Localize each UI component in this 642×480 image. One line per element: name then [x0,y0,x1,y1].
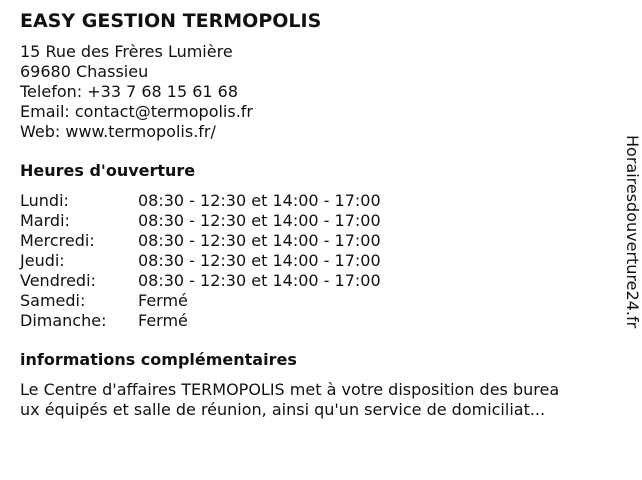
hours-row-samedi [20,291,610,311]
day-label: Dimanche: [20,311,107,330]
address-street: 15 Rue des Frères Lumière [20,42,233,61]
info-line-1: Le Centre d'affaires TERMOPOLIS met à votre disposition des burea [20,380,560,399]
info-line-2: ux équipés et salle de réunion, ainsi qu'un service de domiciliat... [20,400,546,419]
day-hours: 08:30 - 12:30 et 14:00 - 17:00 [138,271,381,290]
email-line: Email: contact@termopolis.fr [20,102,253,121]
hours-heading: Heures d'ouverture [20,161,196,180]
hours-row-vendredi [20,271,610,291]
website-line: Web: www.termopolis.fr/ [20,122,216,141]
company-name: EASY GESTION TERMOPOLIS [20,10,322,32]
side-watermark-text: Horairesdouverture24.fr [623,135,642,329]
day-hours: Fermé [138,311,188,330]
phone-line: Telefon: +33 7 68 15 61 68 [20,82,239,101]
address-city: 69680 Chassieu [20,62,149,81]
day-hours: 08:30 - 12:30 et 14:00 - 17:00 [138,211,381,230]
hours-row-mercredi [20,231,610,251]
day-hours: 08:30 - 12:30 et 14:00 - 17:00 [138,231,381,250]
day-label: Lundi: [20,191,69,210]
day-label: Vendredi: [20,271,96,290]
day-label: Jeudi: [20,251,65,270]
hours-row-jeudi [20,251,610,271]
hours-table [20,191,610,331]
day-hours: 08:30 - 12:30 et 14:00 - 17:00 [138,191,381,210]
business-card [20,8,610,420]
day-label: Mercredi: [20,231,95,250]
day-hours: 08:30 - 12:30 et 14:00 - 17:00 [138,251,381,270]
day-hours: Fermé [138,291,188,310]
hours-row-dimanche [20,311,610,331]
day-label: Samedi: [20,291,86,310]
hours-row-mardi [20,211,610,231]
day-label: Mardi: [20,211,70,230]
hours-row-lundi [20,191,610,211]
info-heading: informations complémentaires [20,350,297,369]
